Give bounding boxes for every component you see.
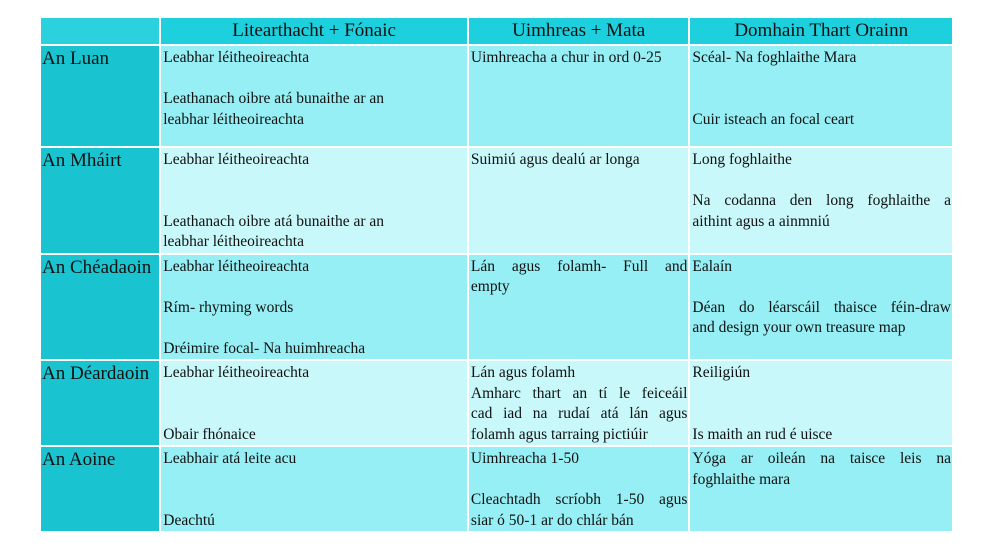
cell-line: Amharc thart an tí le feiceáil — [470, 384, 688, 402]
day-label: An Aoine — [40, 446, 160, 532]
literacy-cell — [160, 254, 468, 361]
cell-line: Dréimire focal- Na huimhreacha — [163, 339, 366, 357]
day-label: An Déardaoin — [40, 360, 160, 446]
world-around-us-cell — [689, 45, 953, 147]
cell-line: aithint agus a ainmniú — [692, 212, 830, 230]
cell-line: Obair fhónaice — [163, 425, 256, 443]
cell-line: Leabhar léitheoireachta — [163, 257, 310, 275]
cell-line: empty — [470, 278, 510, 295]
cell-line — [692, 384, 951, 405]
cell-line: Rím- rhyming words — [163, 298, 294, 316]
cell-line: Leabhar léitheoireachta — [163, 151, 310, 168]
cell-line — [692, 277, 951, 298]
cell-line: Leathanach oibre atá bunaithe ar an — [163, 90, 385, 107]
cell-line — [471, 470, 687, 491]
numeracy-cell — [468, 360, 689, 446]
numeracy-cell — [468, 147, 689, 254]
day-label: An Chéadaoin — [40, 254, 160, 361]
weekly-timetable — [39, 16, 954, 533]
cell-line: Déan do léarscáil thaisce féin-draw — [692, 298, 951, 316]
cell-line: siar ó 50-1 ar do chlár bán — [470, 511, 634, 529]
cell-line: Na codanna den long foghlaithe a — [692, 192, 951, 209]
cell-line: Deachtú — [163, 511, 215, 529]
cell-line: folamh agus tarraing pictiúir — [470, 425, 648, 443]
cell-line — [163, 171, 466, 192]
cell-line: Uimhreacha a chur in ord 0-25 — [470, 49, 662, 66]
cell-line: Yóga ar oileán na taisce leis na — [692, 450, 951, 467]
world-around-us-cell — [689, 446, 953, 532]
literacy-cell — [160, 45, 468, 147]
table-row-tuesday — [40, 147, 953, 254]
numeracy-cell — [468, 446, 689, 532]
cell-line: Leathanach oibre atá bunaithe ar an — [163, 212, 385, 230]
literacy-cell — [160, 446, 468, 532]
cell-line: Cleachtadh scríobh 1-50 agus — [470, 491, 688, 508]
cell-line — [163, 384, 466, 405]
world-around-us-cell — [689, 360, 953, 446]
world-around-us-cell — [689, 254, 953, 361]
header-row — [40, 17, 953, 45]
table-row-wednesday — [40, 254, 953, 361]
cell-line — [163, 404, 466, 425]
cell-line — [692, 89, 951, 110]
literacy-cell — [160, 360, 468, 446]
cell-line: leabhar léitheoireachta — [163, 233, 304, 250]
cell-line: Cuir isteach an focal ceart — [692, 110, 855, 128]
table-row-friday — [40, 446, 953, 532]
cell-line: Is maith an rud é uisce — [692, 425, 833, 443]
cell-line: and design your own treasure map — [692, 319, 906, 336]
cell-line: Long foghlaithe — [692, 151, 792, 168]
world-around-us-cell — [689, 147, 953, 254]
header-world-around-us: Domhain Thart Orainn — [689, 17, 953, 45]
numeracy-cell — [468, 45, 689, 147]
table-row-monday — [40, 45, 953, 147]
header-corner-cell — [40, 17, 160, 45]
cell-line — [163, 191, 466, 212]
cell-line: cad iad na rudaí atá lán agus — [470, 405, 688, 422]
cell-line — [163, 277, 466, 298]
cell-line: Leabhair atá leite acu — [163, 450, 297, 467]
literacy-cell — [160, 147, 468, 254]
cell-line: Lán agus folamh — [470, 364, 576, 381]
cell-line: foghlaithe mara — [692, 470, 791, 488]
cell-line — [163, 318, 466, 339]
cell-line — [163, 490, 466, 511]
cell-line — [163, 470, 466, 491]
day-label: An Luan — [40, 45, 160, 147]
cell-line: Reiligiún — [692, 364, 751, 381]
cell-line: Lán agus folamh- Full and — [470, 257, 688, 275]
cell-line: Leabhar léitheoireachta — [163, 49, 310, 66]
cell-line: Leabhar léitheoireachta — [163, 364, 310, 381]
cell-line — [692, 171, 951, 192]
cell-line: Scéal- Na foghlaithe Mara — [692, 49, 857, 66]
header-literacy: Litearthacht + Fónaic — [160, 17, 468, 45]
cell-line: Suimiú agus dealú ar longa — [470, 151, 640, 168]
cell-line — [692, 404, 951, 425]
table-row-thursday — [40, 360, 953, 446]
cell-line — [692, 69, 951, 90]
cell-line: leabhar léitheoireachta — [163, 110, 304, 128]
cell-line: Uimhreacha 1-50 — [470, 450, 579, 467]
day-label: An Mháirt — [40, 147, 160, 254]
cell-line: Ealaín — [692, 257, 732, 275]
cell-line — [163, 69, 466, 90]
header-numeracy: Uimhreas + Mata — [468, 17, 689, 45]
numeracy-cell — [468, 254, 689, 361]
